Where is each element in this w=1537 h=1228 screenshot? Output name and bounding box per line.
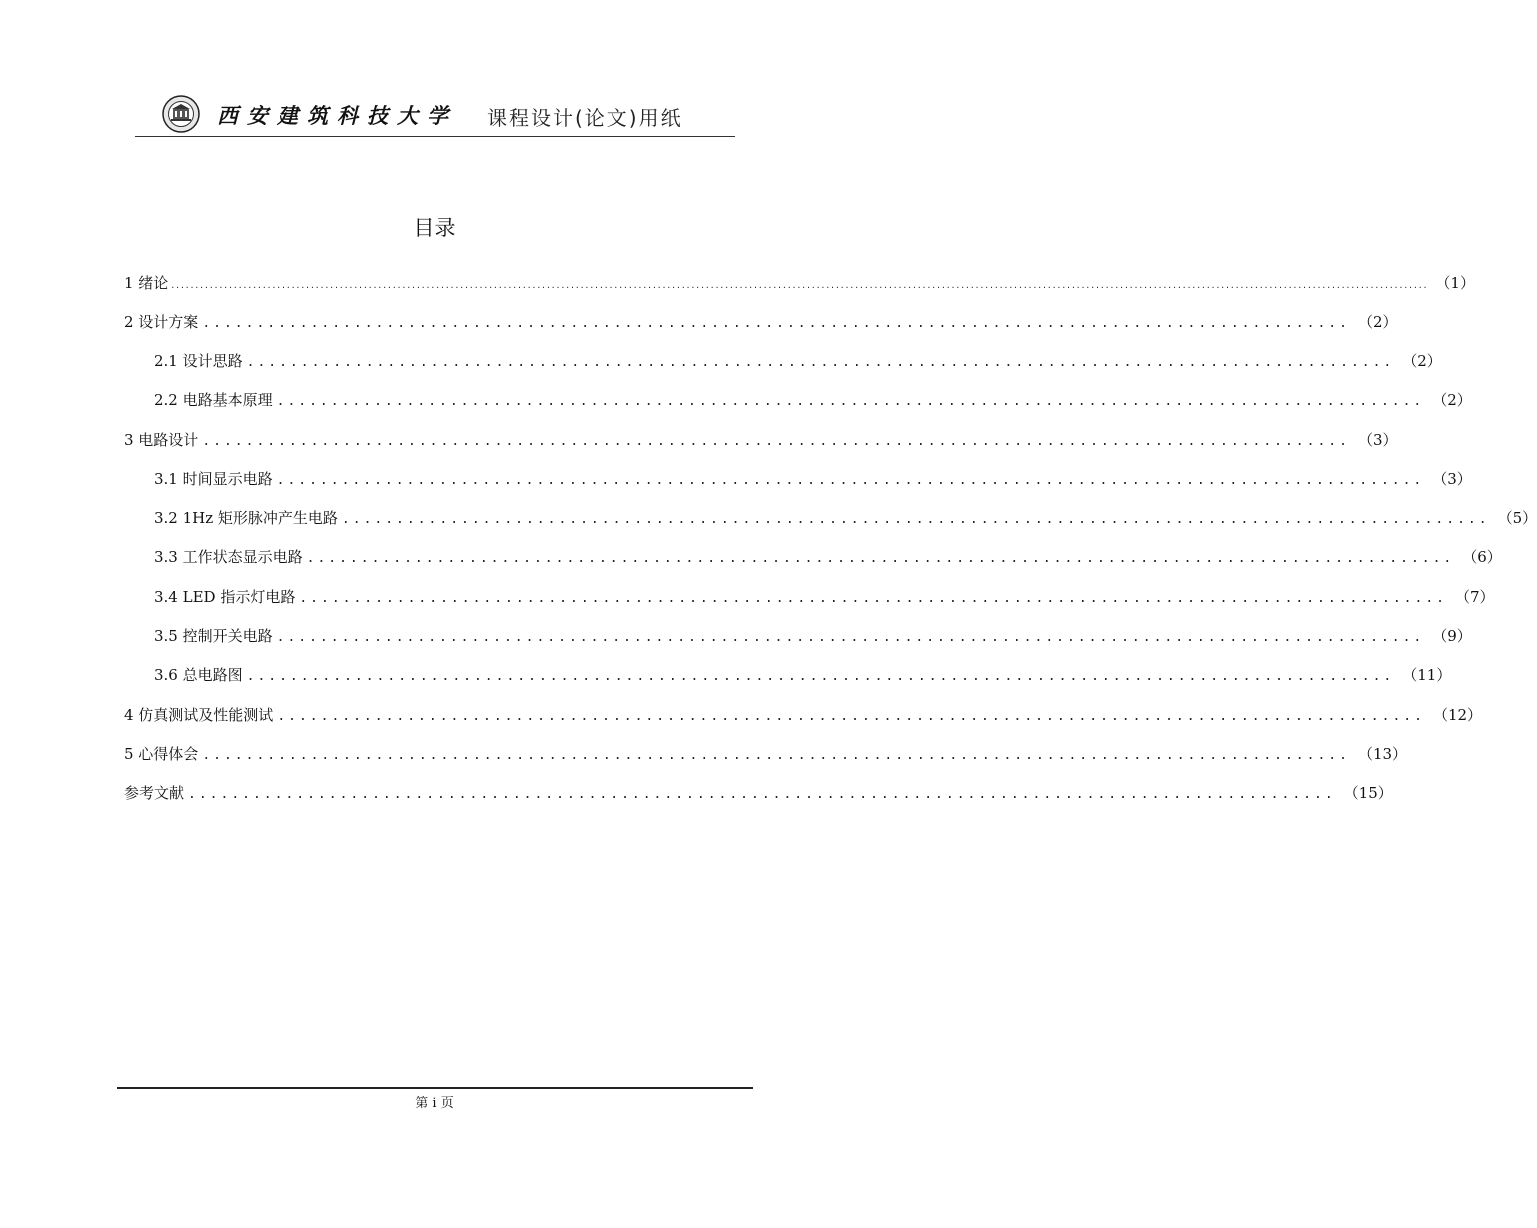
toc-entry[interactable]	[124, 429, 1398, 455]
footer-divider	[117, 1087, 753, 1089]
toc-entry-page: （2）	[1402, 352, 1442, 370]
toc-entry-page: （2）	[1432, 391, 1472, 409]
leader-dots: ..........................................................................................................	[276, 394, 1425, 409]
leader-dots: ..........................................................................................................	[188, 787, 1336, 802]
toc-entry-label: 3.1 时间显示电路	[154, 470, 273, 488]
toc-entry[interactable]	[154, 389, 1472, 415]
toc-entry[interactable]	[154, 625, 1472, 651]
leader-dots: ..........................................................................................................	[202, 316, 1350, 331]
toc-entry-page: （7）	[1454, 588, 1495, 606]
toc-entry-page: （5）	[1497, 509, 1537, 527]
toc-entry-label: 参考文献	[124, 784, 185, 802]
toc-entry[interactable]	[154, 468, 1472, 494]
toc-entry-label: 3.2 1Hz 矩形脉冲产生电路	[154, 509, 338, 527]
toc-entry[interactable]	[154, 586, 1495, 612]
leader-dots: ..........................................................................................................	[277, 709, 1425, 724]
toc-entry[interactable]	[124, 704, 1483, 730]
toc-entry[interactable]	[154, 546, 1502, 572]
toc-entry-label: 5 心得体会	[124, 745, 199, 763]
leader-dots: ..........................................................................................................	[246, 669, 1395, 684]
toc-entry-label: 3 电路设计	[124, 431, 199, 449]
toc-entry-page: （9）	[1432, 627, 1472, 645]
leader-dots: ..........................................................................................................	[276, 473, 1425, 488]
paper-label: 课程设计(论文)用纸	[487, 106, 683, 130]
toc-entry-label: 1 绪论	[124, 274, 169, 292]
toc-entry[interactable]	[154, 507, 1537, 533]
leader-dots: ..........................................................................................................	[246, 355, 1395, 370]
leader-dots: .....................................................................................................................................................................................................................................................................	[170, 281, 1428, 290]
university-name: 西安建筑科技大学	[217, 103, 457, 128]
leader-dots: ..........................................................................................................	[299, 591, 1447, 606]
toc-entry-page: （3）	[1432, 470, 1472, 488]
toc-entry-page: （1）	[1435, 274, 1475, 292]
toc-entry[interactable]	[124, 272, 1475, 298]
toc-entry[interactable]	[154, 664, 1452, 690]
toc-entry[interactable]	[124, 311, 1398, 337]
toc-entry[interactable]	[124, 782, 1393, 808]
page-title: 目录	[413, 216, 456, 240]
toc-entry[interactable]	[154, 350, 1442, 376]
toc-entry-label: 3.5 控制开关电路	[154, 627, 273, 645]
toc-entry-label: 2.2 电路基本原理	[154, 391, 273, 409]
toc-entry-page: （15）	[1343, 784, 1393, 802]
header-divider	[135, 136, 735, 137]
toc-entry-label: 2 设计方案	[124, 313, 199, 331]
page-number: 第 i 页	[415, 1096, 454, 1111]
page-header	[135, 90, 735, 138]
toc-entry[interactable]	[124, 743, 1408, 769]
leader-dots: ..........................................................................................................	[202, 434, 1350, 449]
toc-entry-label: 2.1 设计思路	[154, 352, 243, 370]
toc-entry-label: 3.4 LED 指示灯电路	[154, 588, 296, 606]
toc-entry-page: （2）	[1357, 313, 1398, 331]
toc-entry-page: （12）	[1432, 706, 1483, 724]
toc-entry-label: 3.3 工作状态显示电路	[154, 548, 303, 566]
leader-dots: ..........................................................................................................	[306, 551, 1455, 566]
university-seal-icon	[162, 95, 200, 133]
leader-dots: ..........................................................................................................	[276, 630, 1425, 645]
leader-dots: ..........................................................................................................	[202, 748, 1350, 763]
toc-entry-page: （3）	[1357, 431, 1398, 449]
toc-entry-label: 4 仿真测试及性能测试	[124, 706, 274, 724]
toc-entry-page: （6）	[1462, 548, 1502, 566]
toc-entry-label: 3.6 总电路图	[154, 666, 243, 684]
toc-entry-page: （11）	[1402, 666, 1452, 684]
leader-dots: ..........................................................................................................	[341, 512, 1490, 527]
toc-entry-page: （13）	[1357, 745, 1408, 763]
